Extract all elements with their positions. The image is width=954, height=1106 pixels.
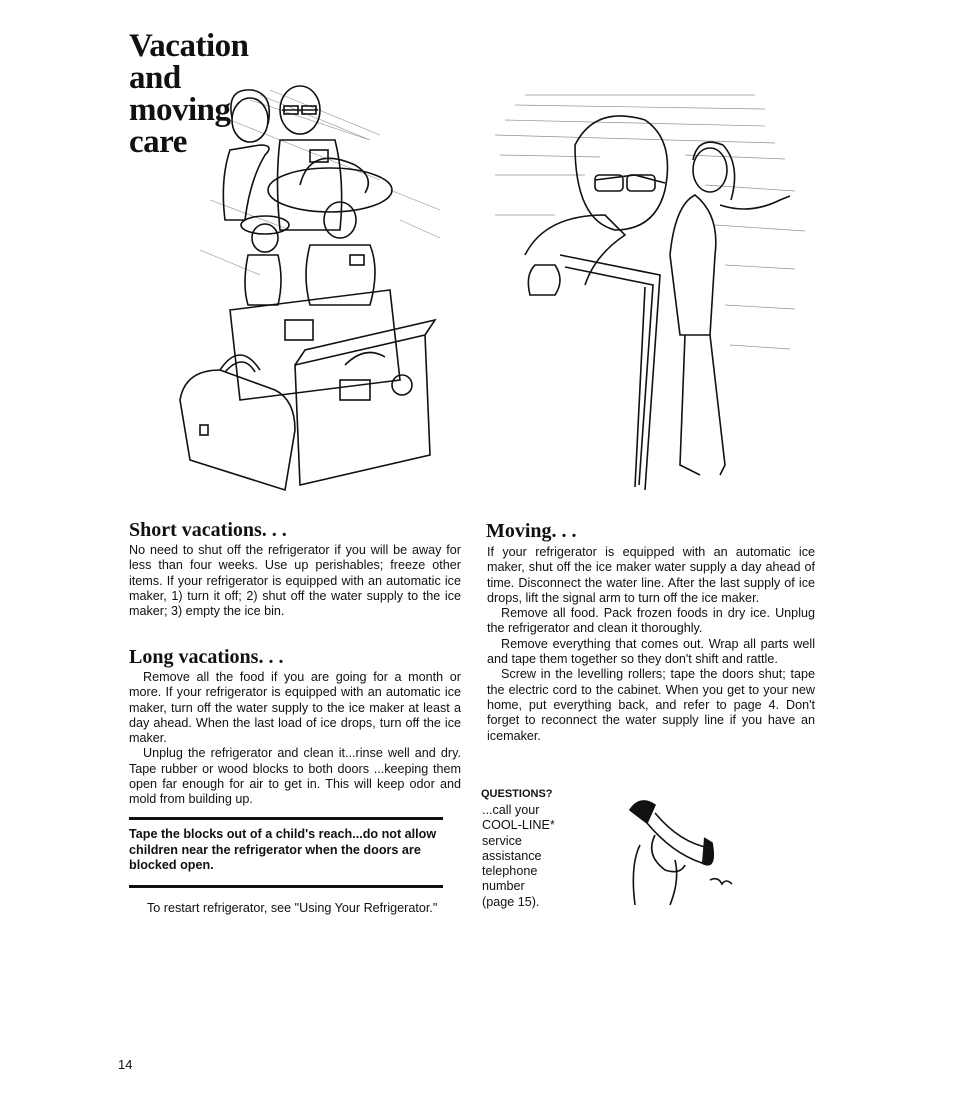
questions-line: telephone xyxy=(482,864,538,879)
moving-text xyxy=(487,545,815,744)
questions-line: number xyxy=(482,879,525,894)
page-number: 14 xyxy=(118,1057,133,1072)
questions-heading: QUESTIONS? xyxy=(481,788,553,800)
paragraph: Remove all food. Pack frozen foods in dry ice. Unplug the refrigerator and clean it thoroughly. xyxy=(487,606,815,636)
paragraph: Remove all the food if you are going for a month or more. If your refrigerator is equipped with an automatic ice maker, turn off the water supply to the ice maker at least a day ahead. When the last load of ice drops, turn off the ice maker. xyxy=(129,670,461,746)
moving-heading: Moving. . . xyxy=(486,520,577,542)
paragraph: Screw in the levelling rollers; tape the doors shut; tape the electric cord to the cabinet. When you get to your new home, put everything back, and refer to page 4. Don't forget to reconnect the water supply line if you have an icemaker. xyxy=(487,667,815,743)
questions-line: ...call your xyxy=(482,803,540,817)
long-vacations-heading: Long vacations. . . xyxy=(129,646,284,668)
restart-note: To restart refrigerator, see "Using Your Refrigerator." xyxy=(147,901,438,915)
paragraph: If your refrigerator is equipped with an automatic ice maker, shut off the ice maker water supply a day ahead of time. Disconnect the water line. After the last supply of ice drops, lift the signal arm to turn off the ice maker. xyxy=(487,545,815,605)
vacation-family-illustration xyxy=(170,80,470,500)
paragraph: No need to shut off the refrigerator if you will be away for less than four weeks. Use up perishables; freeze other items. If your refrigerator is equipped with an automatic ice maker, 1) turn it off; 2) shut off the water supply to the ice maker; 3) empty the ice bin. xyxy=(129,543,461,619)
short-vacations-heading: Short vacations. . . xyxy=(129,519,287,541)
long-vacations-text xyxy=(129,670,461,808)
questions-line: COOL-LINE* xyxy=(482,818,555,833)
divider xyxy=(129,817,443,820)
telephone-handset-icon xyxy=(600,790,740,905)
moving-couple-illustration xyxy=(485,75,815,505)
divider xyxy=(129,885,443,888)
questions-line: (page 15). xyxy=(482,894,540,909)
paragraph: Remove everything that comes out. Wrap all parts well and tape them together so they don't shift and rattle. xyxy=(487,636,815,667)
title-line: Vacation xyxy=(129,28,249,64)
title-line: and xyxy=(129,60,181,96)
questions-text xyxy=(482,803,555,910)
questions-line: service xyxy=(482,833,522,848)
paragraph: Unplug the refrigerator and clean it...rinse well and dry. Tape rubber or wood blocks to both doors ...keeping them open far enough for air to get in. This will keep odor and mold from building up. xyxy=(129,746,461,807)
title-line: care xyxy=(129,124,187,160)
short-vacations-text xyxy=(129,543,461,619)
child-safety-warning: Tape the blocks out of a child's reach...do not allow children near the refrigerator when the doors are blocked open. xyxy=(129,827,437,873)
questions-line: assistance xyxy=(482,848,542,863)
title-line: moving xyxy=(129,92,231,128)
